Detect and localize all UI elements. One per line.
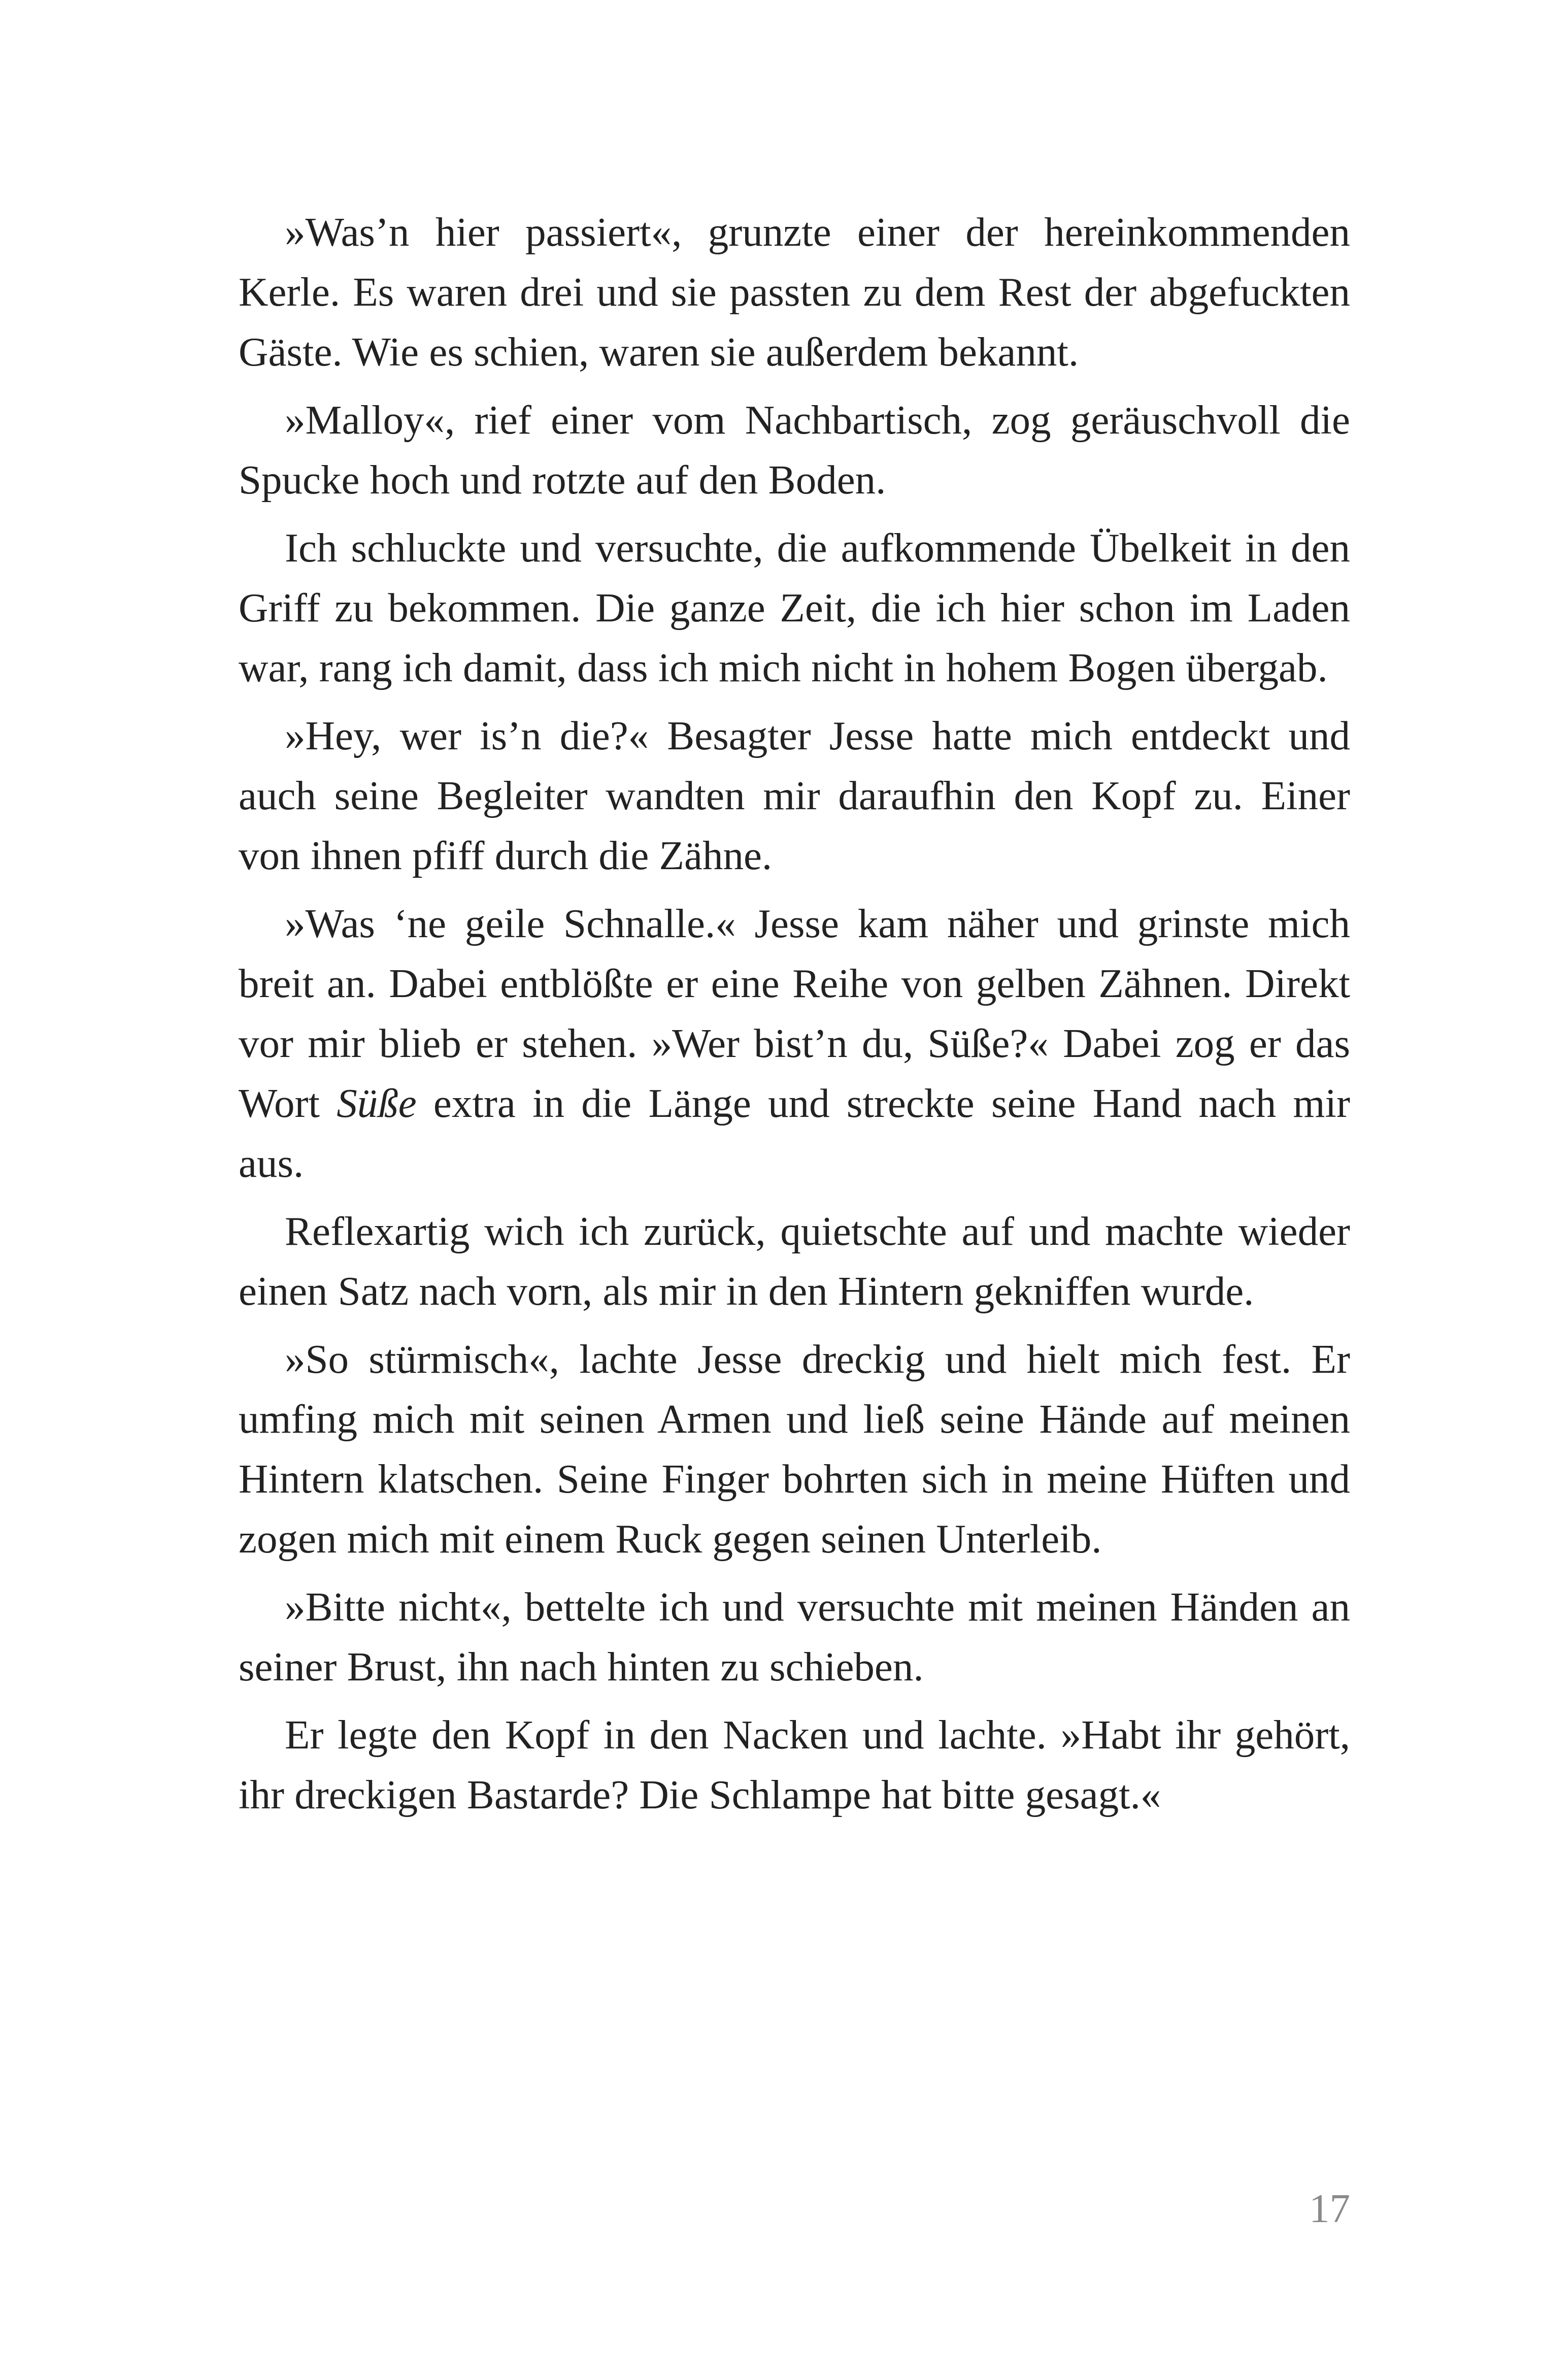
- paragraph-7: »So stürmisch«, lachte Jesse dreckig und hielt mich fest. Er umfing mich mit seinen Armen und ließ seine Hände auf meinen Hintern klatschen. Seine Finger bohrten sich in meine Hüften und zogen mich mit einem Ruck gegen seinen Unterleib.: [239, 1336, 1350, 1562]
- paragraph-5: [239, 894, 1350, 1193]
- paragraph-4: »Hey, wer is’n die?« Besagter Jesse hatte mich entdeckt und auch seine Begleiter wandten mir daraufhin den Kopf zu. Einer von ihnen pfiff durch die Zähne.: [239, 713, 1350, 878]
- paragraph-2: »Malloy«, rief einer vom Nachbartisch, zog geräuschvoll die Spucke hoch und rotzte auf den Boden.: [239, 397, 1350, 503]
- paragraph-8: »Bitte nicht«, bettelte ich und versuchte mit meinen Händen an seiner Brust, ihn nach hinten zu schieben.: [239, 1584, 1350, 1690]
- page-number: 17: [1309, 2186, 1350, 2231]
- paragraph-3: Ich schluckte und versuchte, die aufkommende Übelkeit in den Griff zu bekommen. Die ganze Zeit, die ich hier schon im Laden war, rang ich damit, dass ich mich nicht in hohem Bogen übergab.: [239, 525, 1350, 690]
- body-text: [239, 202, 1350, 1825]
- paragraph-6: Reflexartig wich ich zurück, quietschte auf und machte wieder einen Satz nach vorn, als mir in den Hintern gekniffen wurde.: [239, 1208, 1350, 1314]
- paragraph-1: »Was’n hier passiert«, grunzte einer der hereinkommenden Kerle. Es waren drei und sie passten zu dem Rest der abgefuckten Gäste. Wie es schien, waren sie außerdem bekannt.: [239, 209, 1350, 375]
- paragraph-5-part-2: extra in die Länge und streckte seine Hand nach mir aus.: [239, 1080, 1350, 1186]
- paragraph-9: Er legte den Kopf in den Nacken und lachte. »Habt ihr gehört, ihr dreckigen Bastarde? Die Schlampe hat bitte gesagt.«: [239, 1712, 1350, 1817]
- emphasized-word: Süße: [337, 1080, 417, 1126]
- paragraph-5-part-1: »Was ‘ne geile Schnalle.« Jesse kam näher und grinste mich breit an. Dabei entblößte er eine Reihe von gelben Zähnen. Direkt vor mir blieb er stehen. »Wer bist’n du, Süße?« Dabei zog er das Wort: [239, 901, 1350, 1126]
